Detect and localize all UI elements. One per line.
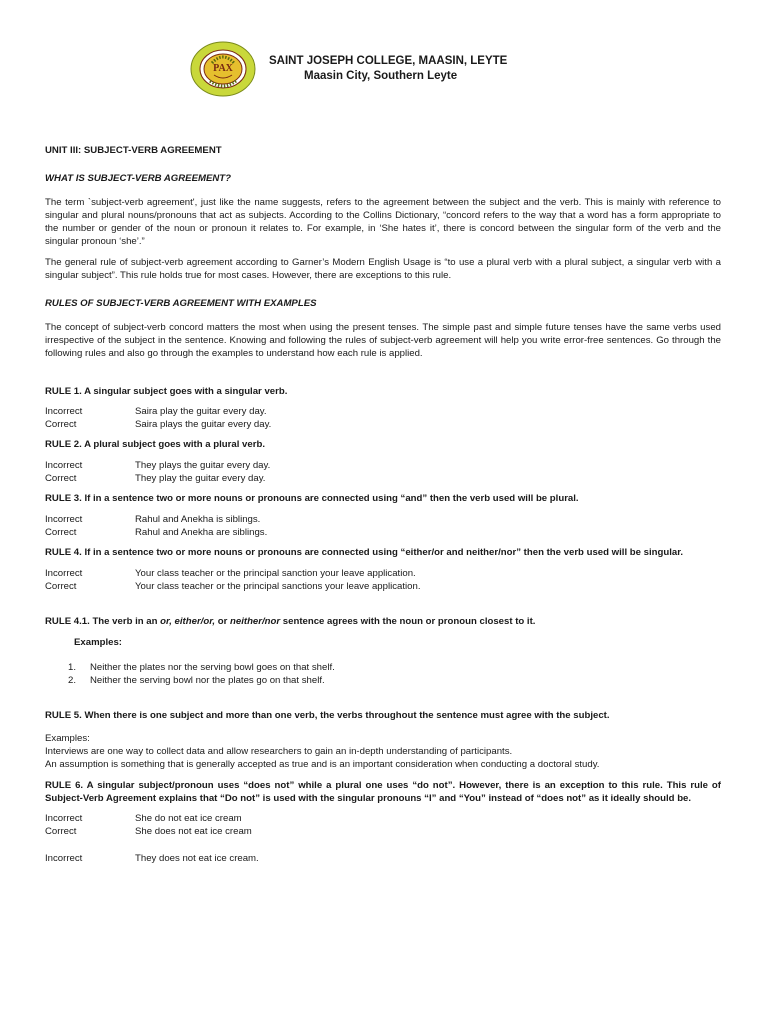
concept-paragraph: The concept of subject-verb concord matters the most when using the present tenses. The simple past and simple future tenses have the same verbs used irrespective of the subject in the sentence. Knowing and following the rules of subject-verb agreement will help you write error-free sentences. Go through the following rules and also go through the examples to understand how each rule is applied. xyxy=(45,321,721,360)
example-row xyxy=(45,580,721,593)
example-label: Correct xyxy=(45,419,77,431)
list-item xyxy=(45,674,721,687)
list-text: Neither the serving bowl nor the plates go on that shelf. xyxy=(90,675,325,687)
example-label: Correct xyxy=(45,526,77,538)
rule-4-1-title-neither: neither/nor xyxy=(230,616,281,628)
rule-4-examples xyxy=(45,567,721,594)
example-sentence: They does not eat ice cream. xyxy=(135,852,259,864)
example-sentence: She does not eat ice cream xyxy=(135,826,252,838)
example-sentence: Saira plays the guitar every day. xyxy=(135,419,272,431)
list-text: Neither the plates nor the serving bowl goes on that shelf. xyxy=(90,661,335,673)
rule-6-examples-2 xyxy=(45,852,721,865)
example-label: Incorrect xyxy=(45,852,83,864)
example-label: Incorrect xyxy=(45,405,83,417)
example-sentence: Rahul and Anekha are siblings. xyxy=(135,526,268,538)
rule-5-example: An assumption is something that is generally accepted as true and is an important consideration when conducting a doctoral study. xyxy=(45,759,600,771)
list-number: 1. xyxy=(68,661,77,673)
list-item xyxy=(45,661,721,674)
example-sentence: They plays the guitar every day. xyxy=(135,459,271,471)
rule-3-title: RULE 3. If in a sentence two or more nouns or pronouns are connected using “and” then the verb used will be plural. xyxy=(45,493,579,505)
rule-4-1-title-part: sentence agrees with the noun or pronoun closest to it. xyxy=(280,616,536,628)
rule-1-examples xyxy=(45,405,721,432)
example-label: Incorrect xyxy=(45,513,83,525)
unit-title: UNIT III: SUBJECT-VERB AGREEMENT xyxy=(45,145,222,156)
rule-4-1-example-list xyxy=(45,661,721,688)
example-sentence: Your class teacher or the principal sanctions your leave application. xyxy=(135,580,421,592)
rule-6-title: RULE 6. A singular subject/pronoun uses “does not” while a plural one uses “do not”. However, there is an exception to this rule. This rule of Subject-Verb Agreement explains that “Do not” is used with the singular pronouns “I” and “You” instead of “does not” as it ideally should be. xyxy=(45,779,721,804)
general-rule-paragraph: The general rule of subject-verb agreement according to Garner’s Modern English Usage is “to use a plural verb with a plural subject, a singular verb with a singular subject”. This rule holds true for most cases. However, there are exceptions to this rule. xyxy=(45,256,721,282)
example-row xyxy=(45,472,721,485)
example-sentence: Saira play the guitar every day. xyxy=(135,405,267,417)
rule-4-1-examples-label: Examples: xyxy=(74,637,122,649)
rule-4-title: RULE 4. If in a sentence two or more nouns or pronouns are connected using “either/or and neither/nor” then the verb used will be singular. xyxy=(45,547,684,559)
intro-paragraph: The term `subject-verb agreement', just like the name suggests, refers to the agreement between the subject and the verb. This is mainly with reference to singular and plural nouns/pronouns that act as subjects. According to the Collins Dictionary, “concord refers to the way that a word has a form appropriate to the number or gender of the noun or pronoun it relates to. For example, in ‘She hates it’, there is concord between the singular form of the verb and the singular pronoun ‘she’.” xyxy=(45,196,721,248)
example-row xyxy=(45,418,721,431)
rule-2-title: RULE 2. A plural subject goes with a plural verb. xyxy=(45,439,265,451)
rule-3-examples xyxy=(45,513,721,540)
example-sentence: Rahul and Anekha is siblings. xyxy=(135,513,261,525)
college-seal-logo xyxy=(190,41,256,97)
example-row xyxy=(45,513,721,526)
example-row xyxy=(45,825,721,838)
rule-6-examples xyxy=(45,812,721,839)
college-name: SAINT JOSEPH COLLEGE, MAASIN, LEYTE xyxy=(269,55,508,67)
example-row xyxy=(45,405,721,418)
example-label: Incorrect xyxy=(45,813,83,825)
rule-4-1-title xyxy=(45,615,721,628)
example-row xyxy=(45,459,721,472)
example-row xyxy=(45,852,721,865)
example-label: Correct xyxy=(45,580,77,592)
college-city: Maasin City, Southern Leyte xyxy=(304,70,458,82)
logo-center-text: PAX xyxy=(213,63,233,74)
rule-4-1-title-part: or xyxy=(215,616,231,628)
example-sentence: Your class teacher or the principal sanction your leave application. xyxy=(135,567,416,579)
rule-4-1-title-or: or, either/or, xyxy=(160,616,216,628)
example-label: Incorrect xyxy=(45,567,83,579)
example-label: Correct xyxy=(45,473,77,485)
what-heading: WHAT IS SUBJECT-VERB AGREEMENT? xyxy=(45,173,232,185)
rule-1-title: RULE 1. A singular subject goes with a singular verb. xyxy=(45,385,288,397)
example-row xyxy=(45,526,721,539)
example-sentence: She do not eat ice cream xyxy=(135,813,242,825)
rule-2-examples xyxy=(45,459,721,486)
rules-heading: RULES OF SUBJECT-VERB AGREEMENT WITH EXAMPLES xyxy=(45,298,317,310)
rule-5-example: Interviews are one way to collect data and allow researchers to gain an in-depth understanding of participants. xyxy=(45,745,513,757)
example-row xyxy=(45,567,721,580)
list-number: 2. xyxy=(68,675,77,687)
example-row xyxy=(45,812,721,825)
rule-5-title: RULE 5. When there is one subject and more than one verb, the verbs throughout the sentence must agree with the subject. xyxy=(45,710,610,722)
rule-5-examples-label: Examples: xyxy=(45,732,90,744)
example-sentence: They play the guitar every day. xyxy=(135,473,266,485)
example-label: Incorrect xyxy=(45,459,83,471)
rule-4-1-title-part: RULE 4.1. The verb in an xyxy=(45,616,161,628)
document-body xyxy=(45,144,721,865)
example-label: Correct xyxy=(45,826,77,838)
